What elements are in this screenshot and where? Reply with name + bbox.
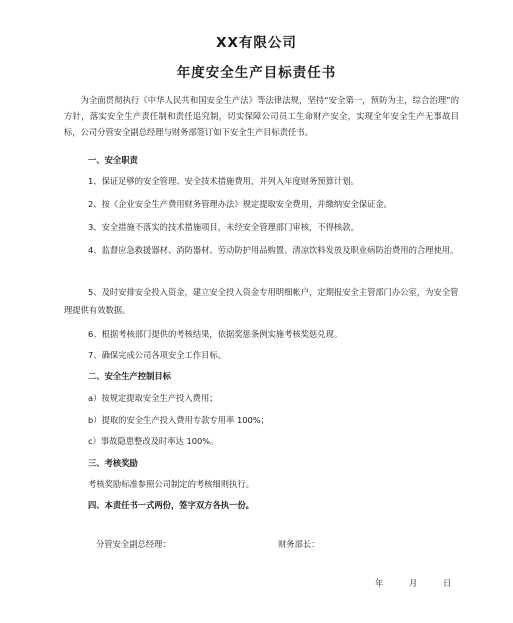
signature-vice-gm-label: 分管安全副总经理： [96,539,171,549]
section1-heading: 一、安全职责 [88,155,138,165]
section4-heading: 四、本责任书一式两份，签字双方各执一份。 [88,500,254,510]
section2-item-b: b）提取的安全生产投入费用专款专用率 100%； [88,415,269,425]
intro-paragraph: 为全面贯彻执行《中华人民共和国安全生产法》等法律法规，坚持“安全第一，预防为主，综合治理”的方针，落实安全生产责任制和责任追究制，切实保障公司员工生命财产安全，实现全年安全生产无事故目标，公司分管安全副总经理与财务部签订如下安全生产目标责任书。 [64,95,459,137]
section1-item-7: 7、确保完成公司各项安全工作目标。 [88,350,227,360]
document-title: 年度安全生产目标责任书 [176,65,337,81]
section1-item-6: 6、根据考核部门提供的考核结果，依据奖惩条例实施考核奖惩兑现。 [88,329,343,339]
section1-item-2: 2、按《企业安全生产费用财务管理办法》规定提取安全费用，并缴纳安全保证金。 [88,199,392,209]
date-month: 月 [409,578,418,588]
section2-heading: 二、安全生产控制目标 [88,371,171,381]
date-year: 年 [375,578,384,588]
company-name: XX有限公司 [216,35,297,51]
section1-item-5: 5、及时安排安全投入资金，建立安全投入资金专用明细帐户，定期报安全主管部门办公室，为安全管理提供有效数据。 [64,287,459,315]
section2-item-c: c）事故隐患整改及时率达 100%。 [88,436,219,446]
section3-heading: 三、考核奖励 [88,458,138,468]
section3-text: 考核奖励标准参照公司制定的考核细则执行。 [88,479,254,489]
section1-item-3: 3、安全措施不落实的技术措施项目，未经安全管理部门审核，不得核款。 [88,222,359,232]
date-day: 日 [443,578,452,588]
section1-item-1: 1、保证足够的安全管理、安全技术措施费用，并列入年度财务预算计划。 [88,176,359,186]
signature-finance-head-label: 财务部长： [278,539,320,549]
section2-item-a: a）按规定提取安全生产投入费用； [88,393,218,403]
section1-item-4: 4、监督应急救援器材、消防器材、劳动防护用品购置、清凉饮料发放及职业病防治费用的合理使用。 [88,245,459,255]
